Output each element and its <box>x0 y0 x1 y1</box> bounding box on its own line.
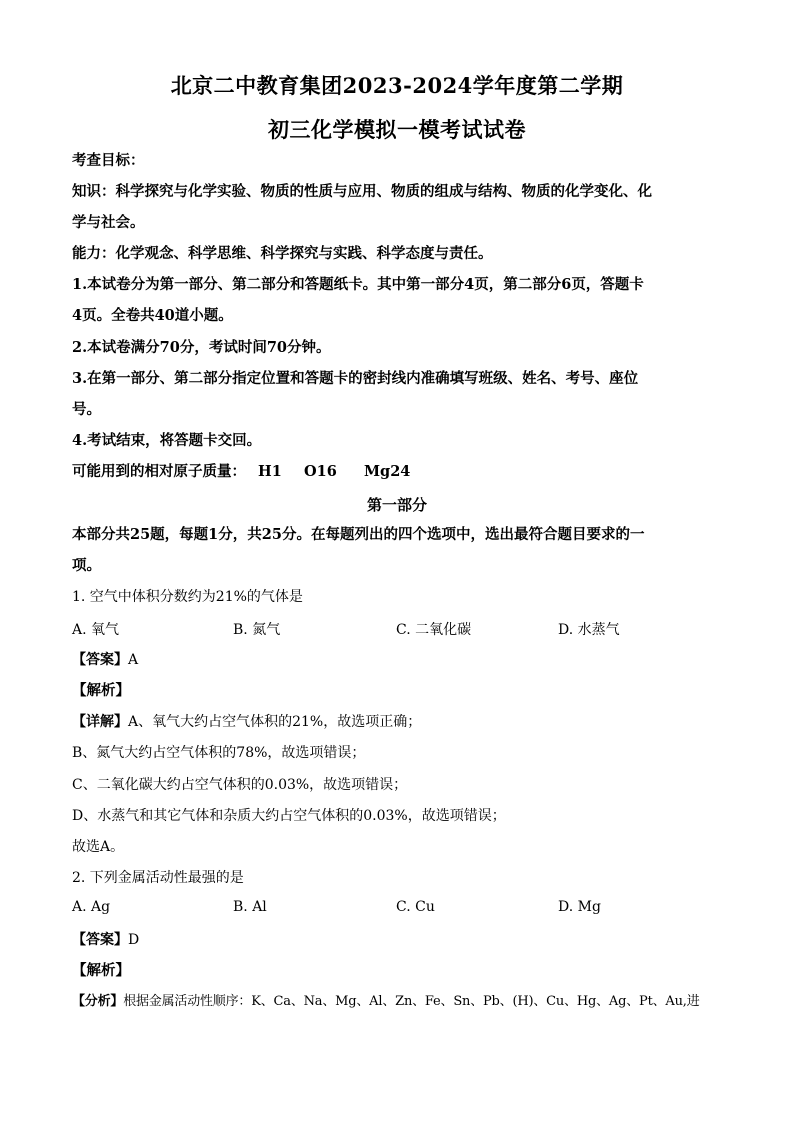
question-2-fenxi <box>72 992 732 1012</box>
question-1-stem: 1. 空气中体积分数约为21%的气体是 <box>72 589 303 605</box>
atomic-mass-h: H1 <box>258 463 282 480</box>
question-2-option-b: B. Al <box>233 899 267 915</box>
ability-line: 能力：化学观念、科学思维、科学探究与实践、科学态度与责任。 <box>72 245 493 262</box>
question-1-detail-3: C、二氧化碳大约占空气体积的0.03%，故选项错误； <box>72 777 408 793</box>
question-1-option-a: A. 氧气 <box>72 622 120 638</box>
note-3-line-1: 3.在第一部分、第二部分指定位置和答题卡的密封线内准确填写班级、姓名、考号、座位 <box>72 370 639 387</box>
knowledge-line-1: 知识：科学探究与化学实验、物质的性质与应用、物质的组成与结构、物质的化学变化、化 <box>72 183 652 200</box>
question-2-option-a: A. Ag <box>72 899 111 915</box>
atomic-mass-line <box>72 462 732 482</box>
note-4: 4.考试结束，将答题卡交回。 <box>72 432 262 449</box>
detail-text: A、氧气大约占空气体积的21%，故选项正确； <box>128 714 422 730</box>
detail-tag: 【详解】 <box>72 714 128 730</box>
question-2-analysis-tag: 【解析】 <box>72 962 130 979</box>
question-1-answer <box>72 650 732 670</box>
question-2-option-c: C. Cu <box>396 899 435 915</box>
fenxi-text: 根据金属活动性顺序：K、Ca、Na、Mg、Al、Zn、Fe、Sn、Pb、(H)、Cu、Hg、Ag、Pt、Au,进 <box>123 994 700 1009</box>
question-1-detail-4: D、水蒸气和其它气体和杂质大约占空气体积的0.03%，故选项错误； <box>72 808 506 824</box>
answer-tag: 【答案】 <box>72 652 128 668</box>
question-1-option-d: D. 水蒸气 <box>558 622 620 638</box>
question-2-answer <box>72 930 732 950</box>
objectives-heading: 考查目标： <box>72 152 145 169</box>
atomic-mass-o: O16 <box>304 463 337 480</box>
atomic-mass-mg: Mg24 <box>364 463 411 480</box>
document-title: 北京二中教育集团2023-2024学年度第二学期 <box>170 73 624 98</box>
question-1-detail-2: B、氮气大约占空气体积的78%，故选项错误； <box>72 745 366 761</box>
question-1-analysis-tag: 【解析】 <box>72 682 130 699</box>
note-3-line-2: 号。 <box>72 401 101 418</box>
note-2: 2.本试卷满分70分，考试时间70分钟。 <box>72 339 331 356</box>
question-1-detail-1 <box>72 712 732 732</box>
atomic-mass-label: 可能用到的相对原子质量： <box>72 463 246 480</box>
knowledge-line-2: 学与社会。 <box>72 214 145 231</box>
answer-tag: 【答案】 <box>72 932 128 948</box>
part-1-heading: 第一部分 <box>366 496 427 514</box>
part-1-instruction-line-2: 项。 <box>72 557 101 574</box>
question-1-option-c: C. 二氧化碳 <box>396 622 472 638</box>
question-2-stem: 2. 下列金属活动性最强的是 <box>72 870 244 886</box>
fenxi-tag: 【分析】 <box>72 994 124 1009</box>
note-1-line-1: 1.本试卷分为第一部分、第二部分和答题纸卡。其中第一部分4页，第二部分6页，答题卡 <box>72 276 644 293</box>
note-1-line-2: 4页。全卷共40道小题。 <box>72 307 233 324</box>
question-1-conclusion: 故选A。 <box>72 839 125 855</box>
answer-value: D <box>128 932 140 948</box>
document-subtitle: 初三化学模拟一模考试试卷 <box>268 117 526 142</box>
answer-value: A <box>128 652 139 668</box>
part-1-instruction-line-1: 本部分共25题，每题1分，共25分。在每题列出的四个选项中，选出最符合题目要求的一 <box>72 526 645 543</box>
question-1-option-b: B. 氮气 <box>233 622 281 638</box>
question-2-option-d: D. Mg <box>558 899 601 915</box>
